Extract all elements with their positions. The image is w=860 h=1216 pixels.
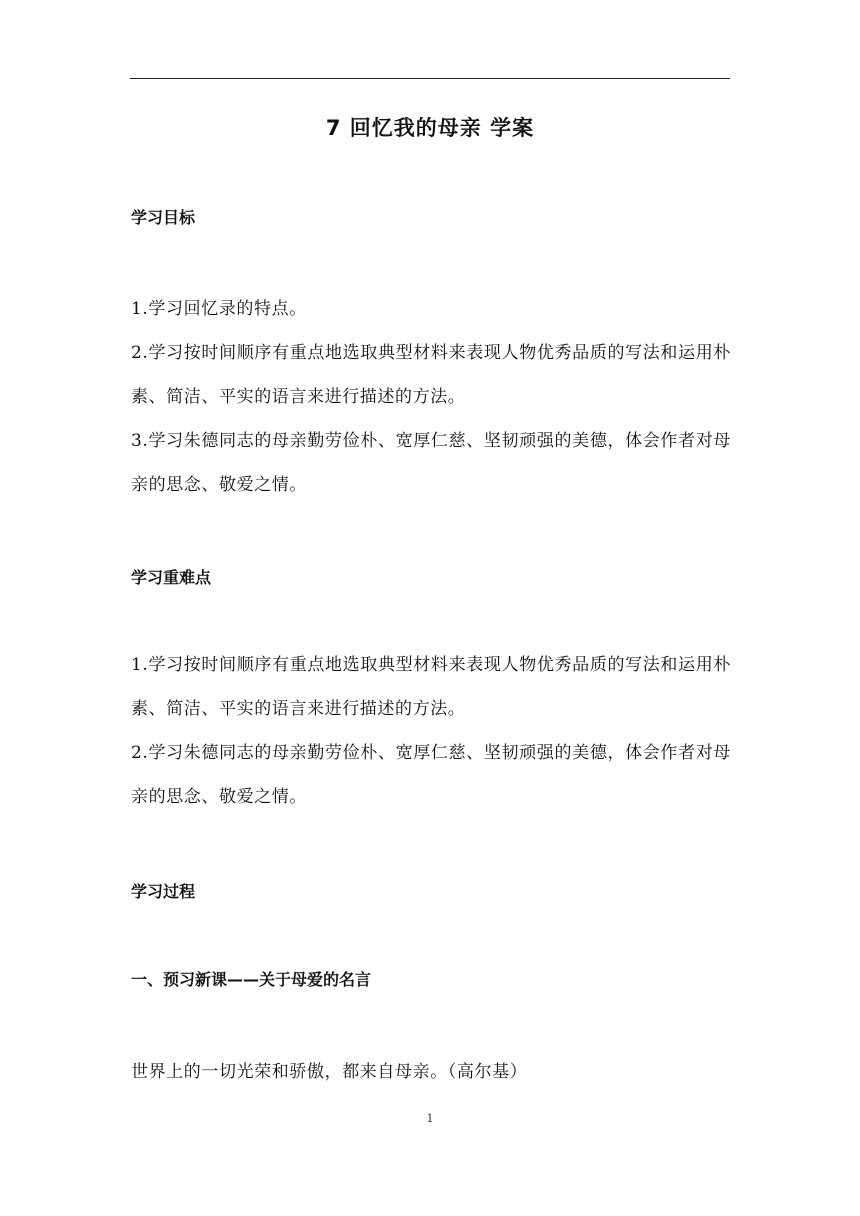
sub-heading-preview: 一、预习新课——关于母爱的名言 xyxy=(131,970,372,989)
key-point-item-1: 1.学习按时间顺序有重点地选取典型材料来表现人物优秀品质的写法和运用朴素、简洁、平实的语言来进行描述的方法。 xyxy=(131,655,731,719)
section-heading-goals: 学习目标 xyxy=(131,208,196,227)
page-number: 1 xyxy=(426,1112,434,1125)
key-point-item-2: 2.学习朱德同志的母亲勤劳俭朴、宽厚仁慈、坚韧顽强的美德，体会作者对母亲的思念、敬爱之情。 xyxy=(131,743,731,807)
goal-item-1: 1.学习回忆录的特点。 xyxy=(131,299,307,319)
header-rule xyxy=(130,78,730,79)
section-heading-key-points: 学习重难点 xyxy=(131,568,212,587)
document-title: 7 回忆我的母亲 学案 xyxy=(325,116,535,140)
goal-item-2: 2.学习按时间顺序有重点地选取典型材料来表现人物优秀品质的写法和运用朴素、简洁、平实的语言来进行描述的方法。 xyxy=(131,343,731,407)
goal-item-3: 3.学习朱德同志的母亲勤劳俭朴、宽厚仁慈、坚韧顽强的美德，体会作者对母亲的思念、敬爱之情。 xyxy=(131,431,731,495)
section-heading-process: 学习过程 xyxy=(131,882,196,901)
quote-gorky: 世界上的一切光荣和骄傲，都来自母亲。（高尔基） xyxy=(131,1062,528,1082)
